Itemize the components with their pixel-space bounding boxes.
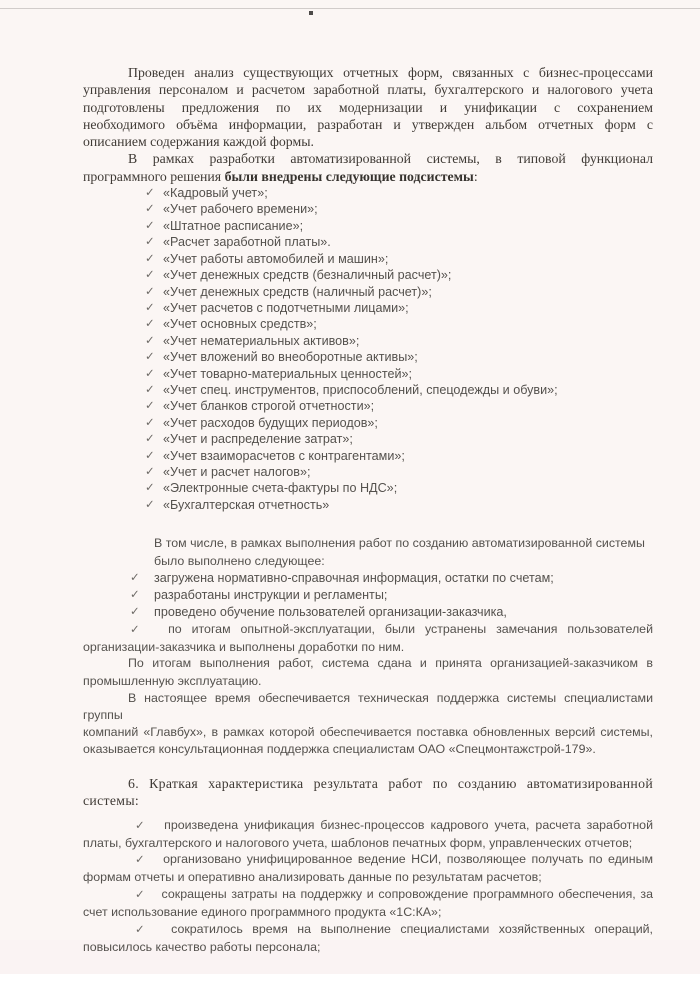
paragraph-line — [83, 851, 653, 869]
check-icon: ✓ — [145, 301, 155, 314]
scan-bottom-strip — [0, 974, 700, 990]
subsystem-label: «Учет вложений во внеоборотные активы»; — [163, 350, 418, 365]
works-item — [83, 587, 653, 604]
check-icon: ✓ — [145, 482, 155, 495]
subsystem-label: «Учет бланков строгой отчетности»; — [163, 399, 375, 414]
check-icon: ✓ — [135, 854, 147, 867]
check-icon: ✓ — [145, 334, 155, 347]
paragraph-line: В настоящее время обеспечивается техническая поддержка системы специалистами группы — [83, 690, 653, 723]
check-icon: ✓ — [145, 433, 155, 446]
result-label: организовано унифицированное ведение НСИ, позволяющее получать по единым — [163, 852, 653, 867]
subsystem-item — [83, 300, 653, 316]
works-item — [83, 570, 653, 587]
scan-speck — [309, 11, 313, 15]
check-icon: ✓ — [145, 367, 155, 380]
subsystem-item — [83, 185, 653, 201]
paragraph-line: описанием содержания каждой формы. — [83, 134, 314, 150]
paragraph-line — [83, 817, 653, 835]
works-intro — [154, 535, 653, 570]
subsystem-label: «Учет денежных средств (наличный расчет)»; — [163, 284, 432, 299]
subsystem-item — [83, 480, 653, 496]
scan-edge-line — [0, 8, 700, 9]
paragraph-acceptance — [83, 655, 653, 689]
subsystem-item — [83, 251, 653, 267]
subsystem-label: «Расчет заработной платы». — [163, 235, 331, 250]
check-icon: ✓ — [145, 351, 155, 364]
paragraph-line: В рамках разработки автоматизированной системы, в типовой функционал — [128, 151, 653, 167]
subsystem-item — [83, 333, 653, 349]
subsystem-item — [83, 267, 653, 283]
subsystem-item — [83, 448, 653, 464]
subsystem-label: «Кадровый учет»; — [163, 186, 268, 201]
paragraph-line — [83, 886, 653, 904]
subsystem-item — [83, 366, 653, 382]
subsystem-item — [83, 382, 653, 398]
paragraph-support — [83, 690, 653, 759]
subsystems-checklist — [83, 185, 653, 513]
works-label: загружена нормативно-справочная информация, остатки по счетам; — [154, 571, 554, 586]
subsystem-item — [83, 431, 653, 447]
subsystem-item — [83, 349, 653, 365]
paragraph-line: В том числе, в рамках выполнения работ по созданию автоматизированной системы — [154, 536, 645, 551]
works-label: разработаны инструкции и регламенты; — [154, 588, 388, 602]
check-icon: ✓ — [130, 589, 140, 601]
subsystem-label: «Учет товарно-материальных ценностей»; — [163, 366, 412, 381]
subsystem-item — [83, 464, 653, 480]
works-checklist — [83, 570, 653, 620]
subsystem-item — [83, 284, 653, 300]
subsystem-item — [83, 415, 653, 431]
paragraph-line: платы, бухгалтерского и налогового учета, шаблонов печатных форм, управленческих отчетов; — [83, 835, 633, 850]
paragraph-line: повысилось качество работы персонала; — [83, 939, 321, 954]
subsystem-item — [83, 316, 653, 332]
section-6-heading — [83, 775, 653, 810]
implementation-works-section — [83, 535, 653, 758]
check-icon: ✓ — [130, 572, 140, 585]
subsystem-label: «Учет и расчет налогов»; — [163, 464, 311, 479]
paragraph-line — [83, 168, 653, 185]
paragraph-subsystems-intro — [83, 150, 653, 185]
subsystem-label: «Учет основных средств»; — [163, 317, 317, 332]
check-icon: ✓ — [145, 383, 155, 396]
subsystem-label: «Учет взаиморасчетов с контрагентами»; — [163, 448, 405, 463]
check-icon: ✓ — [145, 318, 155, 331]
heading-line: 6. Краткая характеристика результата работ по созданию автоматизированной — [128, 775, 653, 791]
check-icon: ✓ — [145, 252, 155, 265]
result-item — [83, 817, 653, 852]
subsystem-label: «Электронные счета-фактуры по НДС»; — [163, 481, 398, 496]
check-icon: ✓ — [145, 187, 155, 200]
paragraph-line: управления персоналом и расчетом заработной платы, бухгалтерского и налогового учета — [83, 82, 653, 98]
paragraph-line: необходимого объёма информации, разработан и утвержден альбом отчетных форм с — [83, 116, 653, 132]
check-icon: ✓ — [130, 605, 140, 618]
paragraph-line: По итогам выполнения работ, система сдана и принята организацией-заказчиком в — [128, 656, 653, 671]
check-icon: ✓ — [135, 889, 146, 902]
subsystem-label: «Штатное расписание»; — [163, 218, 304, 233]
subsystem-label: «Учет расчетов с подотчетными лицами»; — [163, 300, 409, 315]
check-icon: ✓ — [135, 924, 151, 937]
paragraph-line: компаний «Главбух», в рамках которой обеспечивается поставка обновленных версий системы, — [83, 725, 653, 740]
result-item — [83, 886, 653, 921]
check-icon: ✓ — [145, 219, 155, 232]
paragraph-line: промышленную эксплуатацию. — [83, 673, 262, 688]
paragraph-line: формам отчеты и оперативно анализировать данные по результатам расчетов; — [83, 870, 542, 885]
subsystem-label: «Бухгалтерская отчетность» — [163, 497, 330, 512]
check-icon: ✓ — [145, 285, 155, 298]
subsystem-label: «Учет нематериальных активов»; — [163, 333, 360, 348]
result-item — [83, 921, 653, 956]
check-icon: ✓ — [145, 416, 155, 429]
subsystem-item — [83, 218, 653, 234]
subsystem-item — [83, 398, 653, 414]
subsystem-item — [83, 234, 653, 250]
subsystem-label: «Учет расходов будущих периодов»; — [163, 415, 378, 430]
document-content — [83, 64, 653, 956]
check-icon: ✓ — [145, 269, 155, 282]
check-icon: ✓ — [145, 236, 155, 249]
paragraph-line: счет использование единого программного продукта «1С:КА»; — [83, 905, 442, 920]
intro-bold-text: были внедрены следующие подсистемы — [224, 168, 474, 184]
subsystem-label: «Учет работы автомобилей и машин»; — [163, 251, 389, 266]
heading-line: системы: — [83, 793, 140, 809]
paragraph-line: организации-заказчика и выполнены доработки по ним. — [83, 639, 405, 654]
check-icon: ✓ — [135, 819, 148, 832]
paragraph-line: Проведен анализ существующих отчетных форм, связанных с бизнес-процессами — [128, 65, 653, 80]
intro-text: программного решения — [83, 168, 222, 184]
subsystem-label: «Учет денежных средств (безналичный расчет)»; — [163, 268, 452, 283]
subsystem-label: «Учет и распределение затрат»; — [163, 432, 353, 447]
section-6-results — [83, 817, 653, 956]
check-icon: ✓ — [130, 623, 147, 636]
result-item — [83, 851, 653, 886]
intro-colon: : — [473, 168, 478, 184]
result-label: произведена унификация бизнес-процессов кадрового учета, расчета заработной — [164, 817, 653, 832]
subsystem-label: «Учет спец. инструментов, приспособлений, спецодежды и обуви»; — [163, 382, 558, 397]
check-icon: ✓ — [145, 498, 155, 511]
paragraph-report-forms-analysis — [83, 64, 653, 150]
paragraph-line: оказывается консультационная поддержка специалистам ОАО «Спецмонтажстрой-179». — [83, 742, 596, 757]
result-label: сократилось время на выполнение специалистами хозяйственных операций, — [171, 922, 653, 937]
works-label: проведено обучение пользователей организации-заказчика, — [154, 604, 507, 619]
works-item-wrapped — [83, 621, 653, 656]
check-icon: ✓ — [145, 400, 155, 413]
subsystem-label: «Учет рабочего времени»; — [163, 202, 318, 217]
check-icon: ✓ — [145, 465, 155, 478]
check-icon: ✓ — [145, 203, 155, 216]
works-label: по итогам опытной-эксплуатации, были устранены замечания пользователей — [168, 621, 653, 636]
paragraph-line — [83, 621, 653, 639]
paragraph-line: было выполнено следующее: — [154, 553, 325, 568]
result-label: сокращены затраты на поддержку и сопровождение программного обеспечения, за — [161, 887, 653, 902]
check-icon: ✓ — [145, 449, 155, 462]
paragraph-line: подготовлены предложения по их модернизации и унификации с сохранением — [83, 99, 653, 115]
works-item — [83, 604, 653, 621]
subsystem-item — [83, 201, 653, 217]
subsystem-item — [83, 497, 653, 513]
paragraph-line — [83, 921, 653, 939]
